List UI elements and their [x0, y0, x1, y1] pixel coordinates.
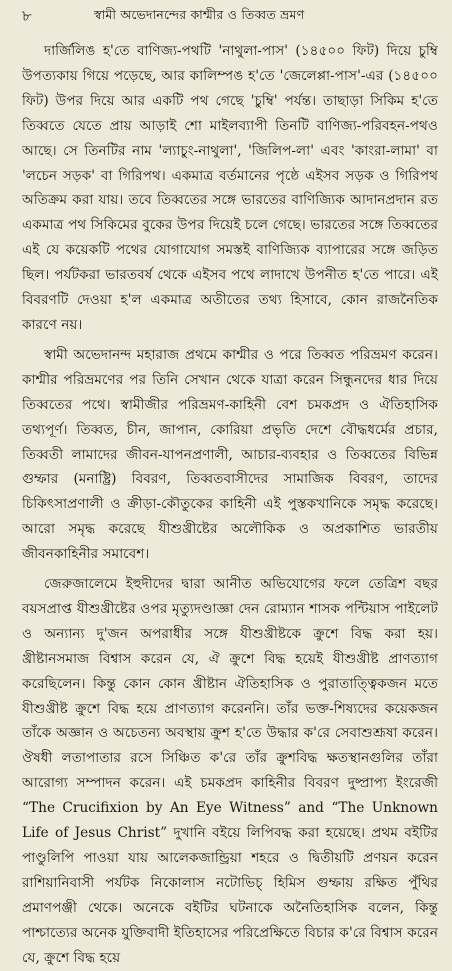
paragraph-crucifixion: জেরুজালেমে ইহুদীদের দ্বারা আনীত অভিযোগের ফলে তেত্রিশ বছর বয়সপ্রাপ্ত যীশুখ্রীষ্টের ওপর মৃত্যুদণ্ডাজ্ঞা দেন রোম্যান শাসক পন্টিয়াস পাইলেট ও অন্যান্য দু'জন অপরাধীর সঙ্গে যীশুখ্রীষ্টকে ক্রুশে বিদ্ধ করা হয়। খ্রীষ্টানসমাজ বিশ্বাস করেন যে, ঐ ক্রুশে বিদ্ধ হয়েই যীশুখ্রীষ্ট প্রাণত্যাগ করেছিলেন। কিন্তু কোন কোন খ্রীষ্টান ঐতিহাসিক ও পুরাতাত্ত্বিকজন মতে যীশুখ্রীষ্ট ক্রুশে বিদ্ধ হয়ে প্রাণত্যাগ করেননি। তাঁর ভক্ত-শিষ্যদের কয়েকজন তাঁকে অজ্ঞান ও অচেতন্য অবস্থায় ক্রুশ হ'তে উদ্ধার ক'রে সেবাশুশ্রূষা করেন। ঔষধী লতাপাতার রসে সিঞ্চিত ক'রে তাঁর ক্রুশবিদ্ধ ক্ষতস্থানগুলির তাঁরা আরোগ্য সম্পাদন করেন। এই চমকপ্রদ কাহিনীর বিবরণ দুষ্প্রাপ্য ইংরেজী “The Crucifixion by An Eye Witness” and “The Unknown Life of Jesus Christ” দুখানি বইয়ে লিপিবদ্ধ করা হয়েছে। প্রথম বইটির পাণ্ডুলিপি পাওয়া যায় আলেকজান্ড্রিয়া শহরে ও দ্বিতীয়টি প্রণয়ন করেন রাশিয়ানিবাসী পর্যটক নিকোলাস নটোভিচ্ হিমিস গুম্ফায় রক্ষিত পুঁথির প্রমাণপঞ্জী থেকে। অনেকে বইটির ঘটনাকে অনৈতিহাসিক বলেন, কিন্তু পাশ্চাত্যের অনেক যুক্তিবাদী ইতিহাসের পরিপ্রেক্ষিতে বিচার ক'রে বিশ্বাস করেন যে, ক্রুশে বিদ্ধ হয়ে: [22, 576, 438, 966]
page-number: ৮: [22, 7, 32, 25]
paragraph-travel-account: স্বামী অভেদানন্দ মহারাজ প্রথমে কাশ্মীর ও পরে তিব্বত পরিভ্রমণ করেন। কাশ্মীর পরিভ্রমণের পর তিনি সেখান থেকে যাত্রা করেন সিন্ধুনদের ধার দিয়ে তিব্বতের পথে। স্বামীজীর পরিভ্রমণ-কাহিনী বেশ চমকপ্রদ ও ঐতিহাসিক তথ্যপূর্ণ। তিব্বত, চীন, জাপান, কোরিয়া প্রভৃতি দেশে বৌদ্ধধর্মের প্রচার, তিব্বতী লামাদের জীবন-যাপনপ্রণালী, আচার-ব্যবহার ও তিব্বতের বিভিন্ন গুম্ফার (মনাষ্ট্রি) বিবরণ, তিব্বতবাসীদের সামাজিক বিবরণ, তাদের চিকিৎসাপ্রণালী ও ক্রীড়া-কৌতুকের কাহিনী এই পুস্তকখানিকে সমৃদ্ধ করেছে। আরো সমৃদ্ধ করেছে যীশুখ্রীষ্টের অলৌকিক ও অপ্রকাশিত ভারতীয় জীবনকাহিনীর সমাবেশ।: [22, 346, 438, 563]
page-header: [22, 3, 438, 27]
paragraph-routes: দার্জিলিঙ হ'তে বাণিজ্য-পথটি 'নাথুলা-পাস' (১৪৫০০ ফিট) দিয়ে চুম্বি উপত্যকায় গিয়ে পড়েছে, আর কালিম্পঙ হ'তে 'জেলেপ্পা-পাস'-এর (১৪৫০০ ফিট) উপর দিয়ে আর একটি পথ গেছে 'চুম্বি' পর্যন্ত। তাছাড়া সিকিম হ'তে তিব্বতে যেতে প্রায় আড়াই শো মাইলব্যাপী তিনটি বাণিজ্য-পরিবহন-পথও আছে। সে তিনটির নাম 'ল্যাচুং-নাথুলা', 'জিলিপ-লা' এবং 'কাংরা-লামা' বা 'লচেন সড়ক' বা গিরিপথ। একমাত্র বর্তমানের পৃষ্ঠে এইসব সড়ক ও গিরিপথ অতিক্রম করা যায়। তবে তিব্বতের সঙ্গে ভারতের বাণিজ্যিক আদানপ্রদান রত একমাত্র পথ সিকিমের বুকের উপর দিয়েই চলে গেছে। ভারতের সঙ্গে তিব্বতের এই যে কয়েকটি পথের যোগাযোগ সমস্তই বাণিজ্যিক ব্যাপারের সঙ্গে জড়িত ছিল। পর্যটকরা ভারতবর্ষ থেকে এইসব পথে লাদাখে উপনীত হ'তে পারে। এই বিবরণটি দেওয়া হ'ল একমাত্র অতীতের তথ্য হিসাবে, কোন রাজনৈতিক কারণে নয়।: [22, 43, 438, 333]
running-title: স্বামী অভেদানন্দের কাশ্মীর ও তিব্বত ভ্রমণ: [94, 7, 305, 22]
page-body: [22, 39, 438, 971]
